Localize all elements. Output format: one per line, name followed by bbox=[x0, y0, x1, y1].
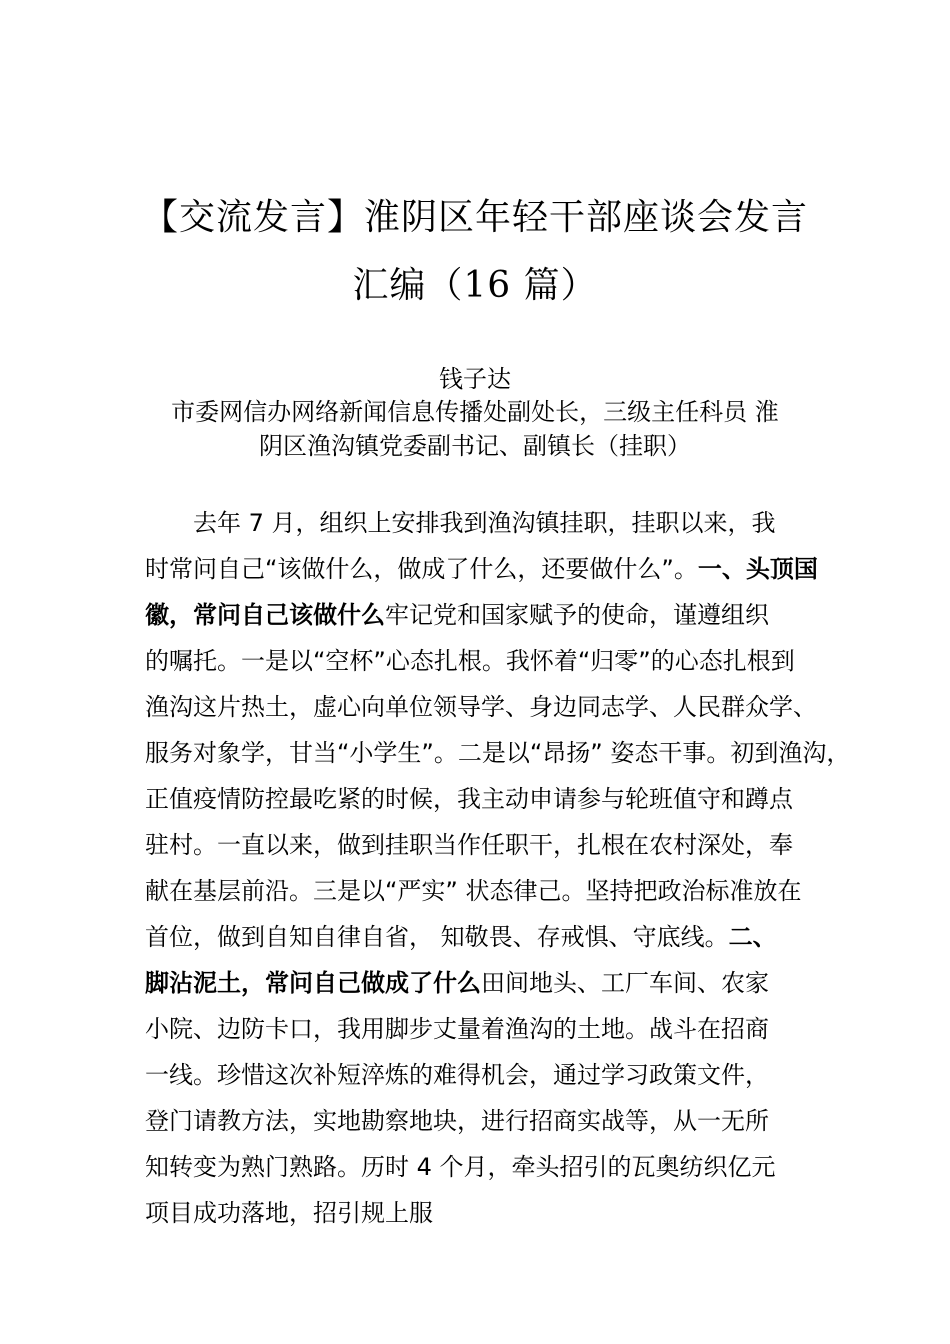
section-heading-2-part-2: 脚沾泥土，常问自己做成了什么 bbox=[145, 969, 481, 997]
body-line bbox=[145, 1144, 835, 1190]
body-text-segment: 牢记党和国家赋予的使命，谨遵组织 bbox=[385, 601, 769, 629]
body-text-segment: 的嘱托。一是以“空杯”心态扎根。我怀着“归零”的心态扎根到 bbox=[145, 647, 795, 675]
author-position-line-2: 阴区渔沟镇党委副书记、副镇长（挂职） bbox=[259, 432, 691, 460]
body-text-segment: 献在基层前沿。三是以“严实” 状态律己。坚持把政治标准放在 bbox=[145, 877, 802, 905]
body-line bbox=[145, 546, 835, 592]
body-line bbox=[145, 730, 851, 776]
body-text-segment: 正值疫情防控最吃紧的时候，我主动申请参与轮班值守和蹲点 bbox=[145, 785, 793, 813]
body-text-segment: 田间地头、工厂车间、农家 bbox=[481, 969, 769, 997]
body-text-segment: 驻村。一直以来，做到挂职当作任职干，扎根在农村深处，奉 bbox=[145, 831, 793, 859]
body-text-segment: 知转变为熟门熟路。历时 4 个月，牵头招引的瓦奥纺织亿元 bbox=[145, 1153, 776, 1181]
body-line bbox=[145, 592, 835, 638]
body-text-segment: 服务对象学，甘当“小学生”。二是以“昂扬” 姿态干事。初到渔沟， bbox=[145, 739, 851, 767]
body-line bbox=[145, 638, 835, 684]
author-position-line-1: 市委网信办网络新闻信息传播处副处长，三级主任科员 淮 bbox=[171, 398, 779, 426]
body-line bbox=[145, 868, 835, 914]
body-text-segment: 一线。珍惜这次补短淬炼的难得机会，通过学习政策文件， bbox=[145, 1061, 769, 1089]
body-line bbox=[145, 960, 835, 1006]
document-title-line-1: 【交流发言】淮阴区年轻干部座谈会发言 bbox=[141, 197, 808, 238]
section-heading-2-part-1: 二、 bbox=[728, 923, 777, 951]
body-line bbox=[145, 914, 835, 960]
section-heading-1-part-2: 徽，常问自己该做什么 bbox=[145, 601, 385, 629]
body-line bbox=[145, 822, 835, 868]
body-line bbox=[145, 1098, 835, 1144]
body-text-segment: 首位，做到自知自律自省， 知敬畏、存戒惧、守底线。 bbox=[145, 923, 729, 951]
body-text-segment: 渔沟这片热土，虚心向单位领导学、身边同志学、人民群众学、 bbox=[145, 693, 817, 721]
body-line bbox=[145, 776, 835, 822]
author-name: 钱子达 bbox=[439, 365, 511, 393]
body-line bbox=[145, 1006, 835, 1052]
document-title-line-2: 汇编（16 篇） bbox=[352, 265, 598, 306]
body-text-segment: 时常问自己“该做什么，做成了什么，还要做什么”。 bbox=[145, 555, 698, 583]
body-line bbox=[145, 1190, 835, 1236]
body-text-segment: 去年 7 月，组织上安排我到渔沟镇挂职，挂职以来，我 bbox=[193, 509, 776, 537]
body-text-segment: 登门请教方法，实地勘察地块，进行招商实战等，从一无所 bbox=[145, 1107, 769, 1135]
body-line bbox=[145, 500, 835, 546]
body-line bbox=[145, 684, 835, 730]
section-heading-1-part-1: 一、头顶国 bbox=[697, 555, 818, 583]
body-paragraph bbox=[145, 500, 851, 1236]
body-text-segment: 项目成功落地，招引规上服 bbox=[145, 1199, 433, 1227]
body-line bbox=[145, 1052, 835, 1098]
body-text-segment: 小院、边防卡口，我用脚步丈量着渔沟的土地。战斗在招商 bbox=[145, 1015, 769, 1043]
